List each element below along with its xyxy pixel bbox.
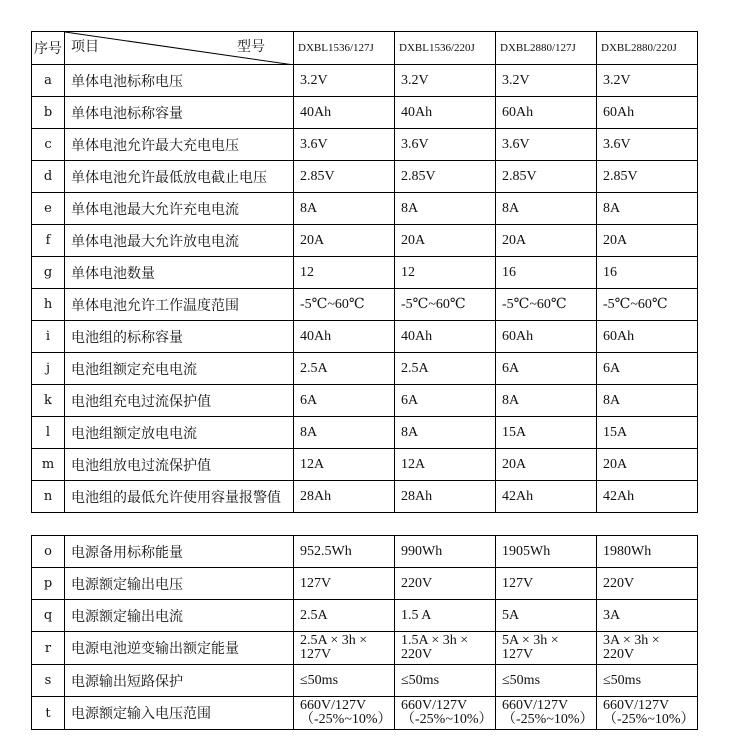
row-value: ≤50ms [496, 665, 597, 697]
row-seq: k [32, 385, 65, 417]
row-value: 12 [294, 257, 395, 289]
row-value: -5℃~60℃ [294, 289, 395, 321]
header-model-2: DXBL1536/220J [395, 32, 496, 65]
row-value: 16 [496, 257, 597, 289]
row-item: 单体电池允许最低放电截止电压 [65, 161, 294, 193]
row-seq: r [32, 632, 65, 665]
row-value: 6A [597, 353, 698, 385]
row-value: 3.6V [496, 129, 597, 161]
row-value: 20A [294, 225, 395, 257]
header-model-3: DXBL2880/127J [496, 32, 597, 65]
row-value: 2.5A [395, 353, 496, 385]
spec-table-power [31, 535, 698, 730]
row-value: 40Ah [294, 321, 395, 353]
row-value [597, 697, 698, 730]
row-value: 1905Wh [496, 536, 597, 568]
row-value-line: 5A × 3h × [502, 633, 559, 648]
row-value: 40Ah [395, 97, 496, 129]
row-value-line: 220V [401, 647, 433, 662]
header-model-1: DXBL1536/127J [294, 32, 395, 65]
table-row [32, 697, 698, 730]
row-value: 20A [597, 225, 698, 257]
table-row [32, 536, 698, 568]
row-seq: g [32, 257, 65, 289]
row-value: 3A [597, 600, 698, 632]
row-item: 单体电池允许工作温度范围 [65, 289, 294, 321]
row-item: 单体电池标称电压 [65, 65, 294, 97]
row-value: 60Ah [597, 97, 698, 129]
table-row [32, 665, 698, 697]
row-value: 2.85V [294, 161, 395, 193]
row-value: 12 [395, 257, 496, 289]
row-value: 1.5 A [395, 600, 496, 632]
table-header-row [32, 32, 698, 65]
row-value: 2.85V [496, 161, 597, 193]
table-row [32, 449, 698, 481]
row-seq: m [32, 449, 65, 481]
row-item: 电源额定输入电压范围 [65, 697, 294, 730]
row-value: 2.5A [294, 600, 395, 632]
row-value-line: 220V [603, 647, 635, 662]
table-row [32, 161, 698, 193]
row-item: 单体电池最大允许充电电流 [65, 193, 294, 225]
row-value-line: （-25%~10%） [502, 712, 594, 727]
row-value: 8A [496, 385, 597, 417]
row-value: 20A [395, 225, 496, 257]
table-row [32, 321, 698, 353]
row-seq: j [32, 353, 65, 385]
table-row [32, 417, 698, 449]
row-item: 电源额定输出电流 [65, 600, 294, 632]
row-item: 电池组的标称容量 [65, 321, 294, 353]
row-seq: a [32, 65, 65, 97]
row-value-line: 2.5A × 3h × [300, 633, 368, 648]
row-item: 电池组充电过流保护值 [65, 385, 294, 417]
row-seq: q [32, 600, 65, 632]
row-value: 3.6V [395, 129, 496, 161]
row-seq: i [32, 321, 65, 353]
row-item: 电源额定输出电压 [65, 568, 294, 600]
row-value-line: 3A × 3h × [603, 633, 660, 648]
row-value: 42Ah [597, 481, 698, 513]
row-value: 2.5A [294, 353, 395, 385]
row-item: 电池组的最低允许使用容量报警值 [65, 481, 294, 513]
table-row [32, 65, 698, 97]
table-row [32, 257, 698, 289]
row-value: 20A [496, 449, 597, 481]
row-seq: p [32, 568, 65, 600]
row-value: 3.6V [294, 129, 395, 161]
row-value: 220V [597, 568, 698, 600]
row-value-line: 660V/127V [401, 698, 468, 713]
row-value: 15A [597, 417, 698, 449]
row-value: 16 [597, 257, 698, 289]
row-value-line: （-25%~10%） [300, 712, 392, 727]
row-item: 电池组额定充电电流 [65, 353, 294, 385]
row-value: 8A [496, 193, 597, 225]
row-value: 127V [496, 568, 597, 600]
row-seq: e [32, 193, 65, 225]
header-model: 型号 [237, 39, 265, 55]
table-row [32, 600, 698, 632]
row-item: 单体电池标称容量 [65, 97, 294, 129]
row-value: 8A [294, 417, 395, 449]
row-value: 6A [395, 385, 496, 417]
row-item: 电源输出短路保护 [65, 665, 294, 697]
table-row [32, 385, 698, 417]
row-value-line: 660V/127V [603, 698, 670, 713]
row-value: 42Ah [496, 481, 597, 513]
row-value [395, 632, 496, 665]
row-value: ≤50ms [294, 665, 395, 697]
table-row [32, 193, 698, 225]
header-item-model-cell [65, 32, 294, 65]
row-value: ≤50ms [395, 665, 496, 697]
row-item: 单体电池最大允许放电电流 [65, 225, 294, 257]
row-value: 8A [395, 193, 496, 225]
row-value: 60Ah [597, 321, 698, 353]
row-value: 3.2V [496, 65, 597, 97]
row-value: 8A [597, 385, 698, 417]
row-value: -5℃~60℃ [496, 289, 597, 321]
table-row [32, 353, 698, 385]
row-seq: b [32, 97, 65, 129]
table-row [32, 481, 698, 513]
row-value: 28Ah [294, 481, 395, 513]
row-value [395, 697, 496, 730]
row-value: 60Ah [496, 97, 597, 129]
row-value: 990Wh [395, 536, 496, 568]
table-row [32, 568, 698, 600]
row-item: 电池组额定放电电流 [65, 417, 294, 449]
row-value [496, 697, 597, 730]
table-row [32, 97, 698, 129]
row-value: 3.6V [597, 129, 698, 161]
row-value: 2.85V [597, 161, 698, 193]
row-value: 8A [294, 193, 395, 225]
row-item: 单体电池数量 [65, 257, 294, 289]
row-value: 6A [496, 353, 597, 385]
battery-spec-rows [32, 65, 698, 513]
row-value: 6A [294, 385, 395, 417]
row-seq: n [32, 481, 65, 513]
row-value: 40Ah [395, 321, 496, 353]
header-item: 项目 [71, 39, 99, 55]
row-value [294, 632, 395, 665]
row-seq: d [32, 161, 65, 193]
row-value: -5℃~60℃ [597, 289, 698, 321]
row-value [294, 697, 395, 730]
table-row [32, 129, 698, 161]
row-item: 电源备用标称能量 [65, 536, 294, 568]
row-seq: c [32, 129, 65, 161]
row-seq: l [32, 417, 65, 449]
row-value: 127V [294, 568, 395, 600]
row-item: 电源电池逆变输出额定能量 [65, 632, 294, 665]
row-value [597, 632, 698, 665]
row-value: 1980Wh [597, 536, 698, 568]
row-seq: t [32, 697, 65, 730]
row-seq: s [32, 665, 65, 697]
table-row [32, 632, 698, 665]
row-value: 3.2V [395, 65, 496, 97]
row-item: 单体电池允许最大充电电压 [65, 129, 294, 161]
row-value: 12A [395, 449, 496, 481]
row-value: 3.2V [294, 65, 395, 97]
row-value-line: 660V/127V [502, 698, 569, 713]
row-value: 20A [496, 225, 597, 257]
row-value-line: 127V [300, 647, 332, 662]
row-value-line: 127V [502, 647, 534, 662]
row-value-line: 660V/127V [300, 698, 367, 713]
row-value: 3.2V [597, 65, 698, 97]
row-value: 220V [395, 568, 496, 600]
row-value: 12A [294, 449, 395, 481]
power-spec-rows [32, 536, 698, 730]
row-seq: o [32, 536, 65, 568]
row-value: 20A [597, 449, 698, 481]
header-model-4: DXBL2880/220J [597, 32, 698, 65]
table-row [32, 289, 698, 321]
row-value: 60Ah [496, 321, 597, 353]
row-value: 15A [496, 417, 597, 449]
spec-table-battery [31, 31, 698, 513]
row-value [496, 632, 597, 665]
row-value: -5℃~60℃ [395, 289, 496, 321]
row-seq: f [32, 225, 65, 257]
row-value: 40Ah [294, 97, 395, 129]
row-item: 电池组放电过流保护值 [65, 449, 294, 481]
table-row [32, 225, 698, 257]
header-seq: 序号 [32, 32, 65, 65]
row-value-line: （-25%~10%） [603, 712, 695, 727]
row-value: 28Ah [395, 481, 496, 513]
row-value: 952.5Wh [294, 536, 395, 568]
row-seq: h [32, 289, 65, 321]
row-value: 8A [597, 193, 698, 225]
row-value-line: 1.5A × 3h × [401, 633, 469, 648]
row-value: 5A [496, 600, 597, 632]
row-value: 8A [395, 417, 496, 449]
row-value-line: （-25%~10%） [401, 712, 493, 727]
row-value: 2.85V [395, 161, 496, 193]
row-value: ≤50ms [597, 665, 698, 697]
